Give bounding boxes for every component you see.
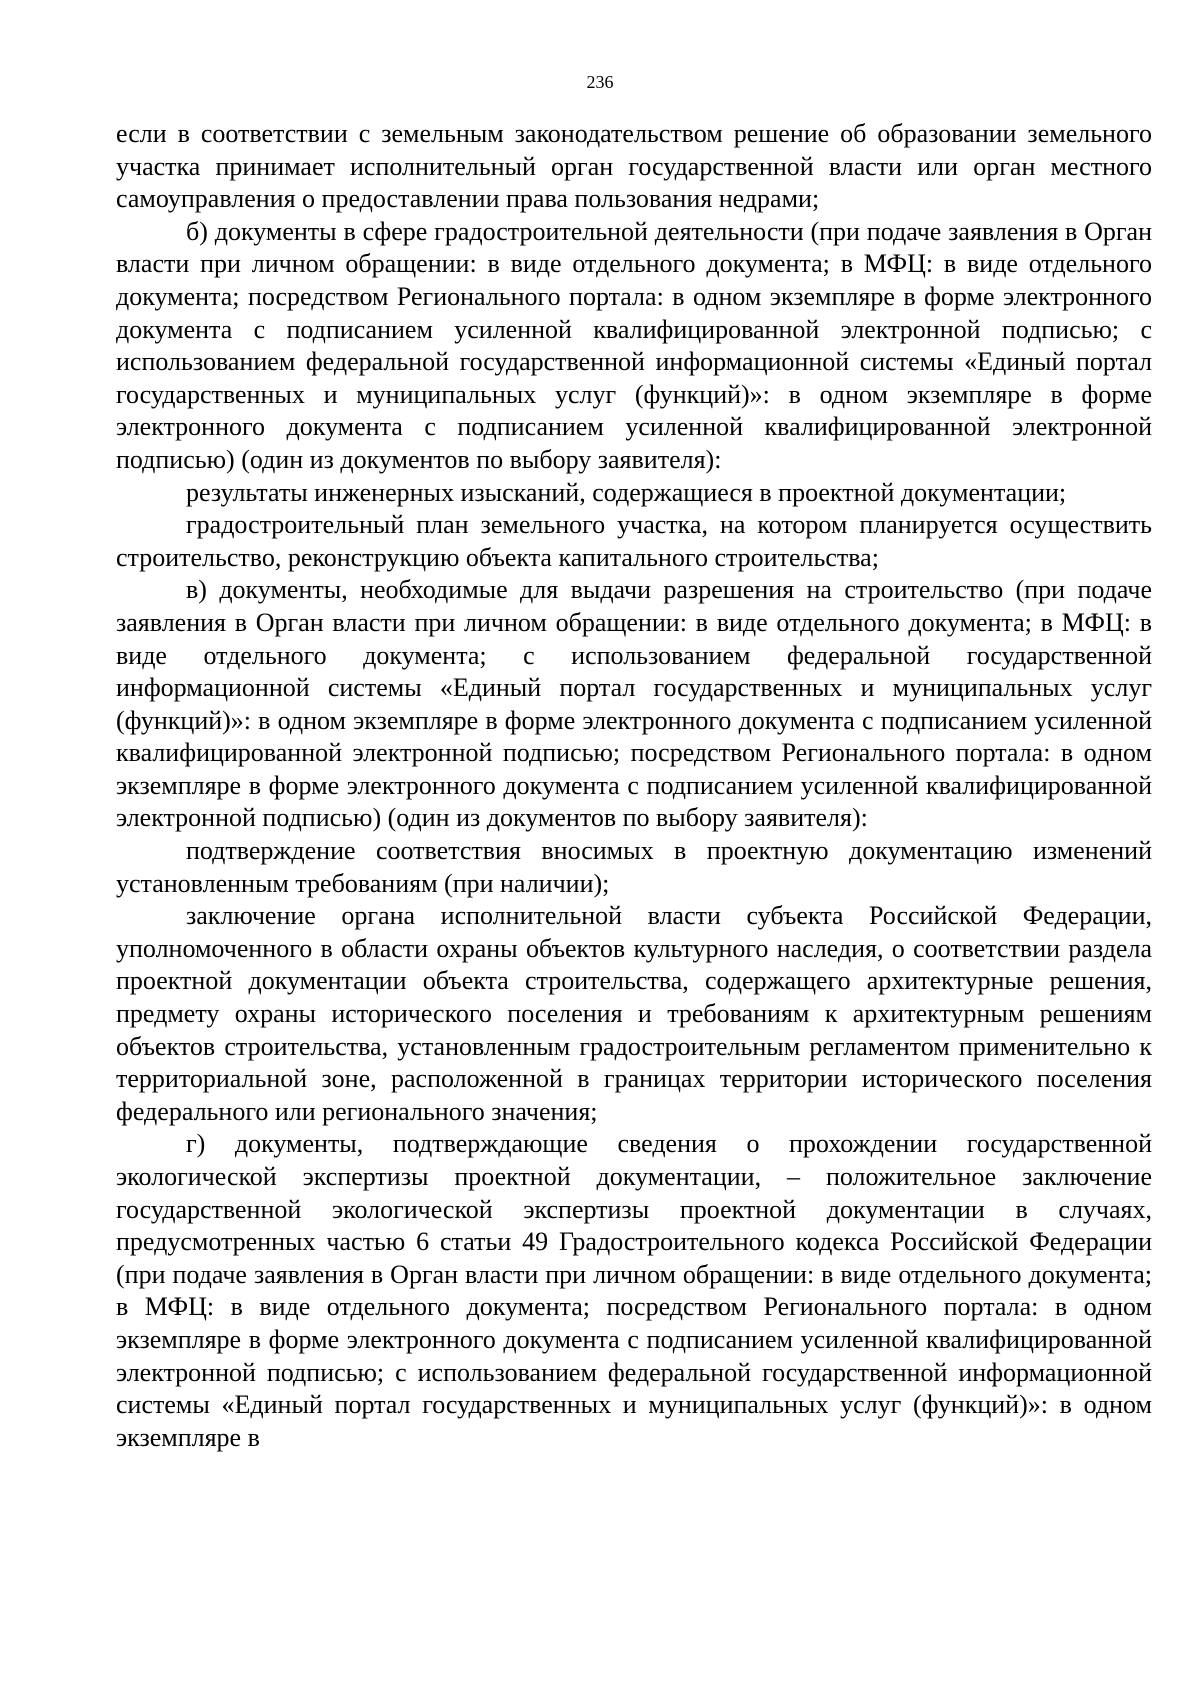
paragraph-urban-plan: градостроительный план земельного участка, на котором планируется осуществить строительство, реконструкцию объекта капитального строительства;: [116, 510, 1152, 572]
page-number: 236: [586, 72, 614, 92]
paragraph-cultural-heritage-conclusion: заключение органа исполнительной власти субъекта Российской Федерации, уполномоченного в области охраны объектов культурного наследия, о соответствии раздела проектной документации объекта строительства, содержащего архитектурные решения, предмету охраны исторического поселения и требованиям к архитектурным решениям объектов строительства, установленным градостроительным регламентом применительно к территориальной зоне, расположенной в границах территории исторического поселения федерального или регионального значения;: [116, 901, 1152, 1126]
paragraph-engineering-surveys: результаты инженерных изысканий, содержащиеся в проектной документации;: [186, 477, 1067, 507]
paragraph-b-urban-planning-docs: б) документы в сфере градостроительной деятельности (при подаче заявления в Орган власти при личном обращении: в виде отдельного документа; в МФЦ: в виде отдельного документа; посредством Регионального портала: в одном экземпляре в форме электронного документа с подписанием усиленной квалифицированной электронной подписью; с использованием федеральной государственной информационной системы «Единый портал государственных и муниципальных услуг (функций)»: в одном экземпляре в форме электронного документа с подписанием усиленной квалифицированной электронной подписью) (один из документов по выбору заявителя):: [116, 216, 1152, 474]
document-body: [116, 118, 1152, 1454]
paragraph-compliance-confirmation: подтверждение соответствия вносимых в проектную документацию изменений установленным требованиям (при наличии);: [116, 836, 1152, 898]
paragraph-v-construction-permit-docs: в) документы, необходимые для выдачи разрешения на строительство (при подаче заявления в Орган власти при личном обращении: в виде отдельного документа; в МФЦ: в виде отдельного документа; с использованием федеральной государственной информационной системы «Единый портал государственных и муниципальных услуг (функций)»: в одном экземпляре в форме электронного документа с подписанием усиленной квалифицированной электронной подписью; посредством Регионального портала: в одном экземпляре в форме электронного документа с подписанием усиленной квалифицированной электронной подписью) (один из документов по выбору заявителя):: [116, 575, 1152, 833]
paragraph-g-ecological-expertise: г) документы, подтверждающие сведения о прохождении государственной экологической экспертизы проектной документации, – положительное заключение государственной экологической экспертизы проектной документации в случаях, предусмотренных частью 6 статьи 49 Градостроительного кодекса Российской Федерации (при подаче заявления в Орган власти при личном обращении: в виде отдельного документа; в МФЦ: в виде отдельного документа; посредством Регионального портала: в одном экземпляре в форме электронного документа с подписанием усиленной квалифицированной электронной подписью; с использованием федеральной государственной информационной системы «Единый портал государственных и муниципальных услуг (функций)»: в одном экземпляре в: [116, 1129, 1152, 1452]
paragraph-land-law: если в соответствии с земельным законодательством решение об образовании земельного участка принимает исполнительный орган государственной власти или орган местного самоуправления о предоставлении права пользования недрами;: [116, 119, 1152, 214]
